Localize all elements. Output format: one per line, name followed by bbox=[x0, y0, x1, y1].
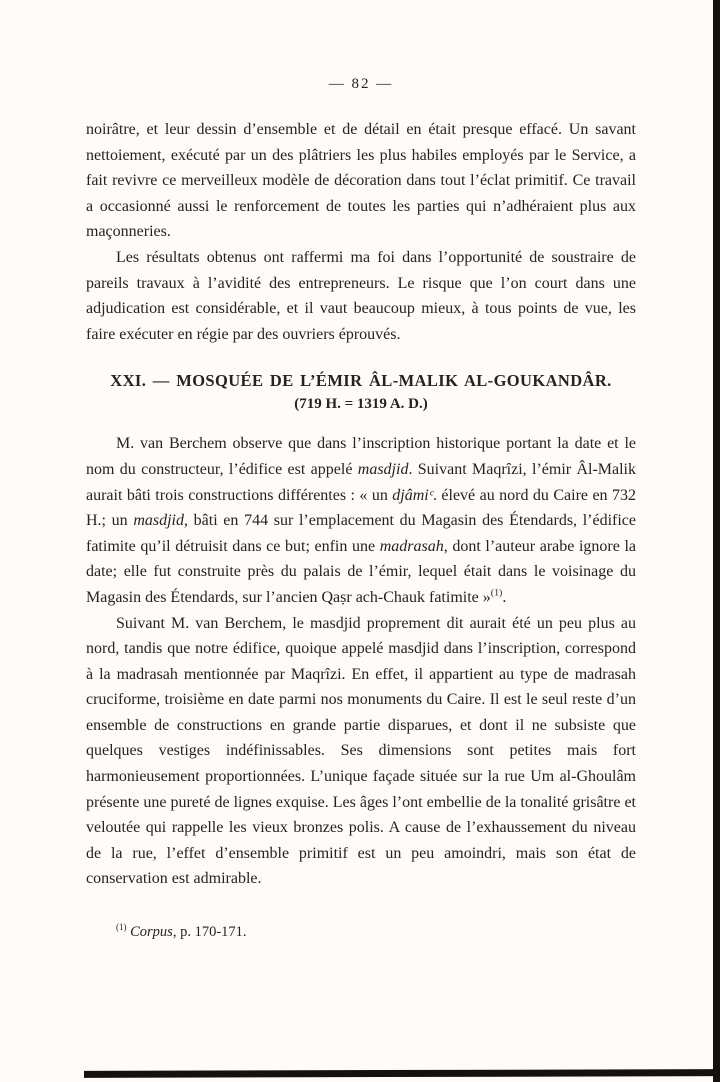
italic-term: Corpus bbox=[130, 924, 173, 941]
footnote-ref: (1) bbox=[116, 922, 127, 933]
text-run: . bbox=[502, 588, 507, 606]
italic-term: madrasah bbox=[379, 537, 444, 555]
paragraph bbox=[86, 611, 636, 893]
italic-term: masdjid bbox=[133, 512, 184, 530]
text-run: . élevé au nord du Caire en 732 H.; un bbox=[86, 486, 636, 530]
section-subtitle: (719 H. = 1319 A. D.) bbox=[294, 396, 428, 413]
section-heading: XXI. — MOSQUÉE DE L’ÉMIR ÂL-MALIK AL-GOUKANDÂR. bbox=[110, 371, 612, 391]
paragraph bbox=[86, 245, 636, 347]
footnote bbox=[86, 922, 636, 944]
text-run: , dont l’auteur arabe ignore la date; elle fut construite près du palais de l’émir, lequel était dans le voisinage du Magasin des Étendards, sur l’ancien Qaṣr ach-Chauk fatimite » bbox=[86, 537, 636, 606]
text-run: M. van Berchem observe que dans l’inscription historique portant la date et le nom du constructeur, l’édifice est appelé bbox=[86, 435, 636, 478]
page-number: — 82 — bbox=[328, 76, 394, 92]
scan-edge-right bbox=[713, 0, 720, 1082]
paragraph bbox=[86, 431, 636, 610]
text-run: Suivant M. van Berchem, le masdjid proprement dit aurait été un peu plus au nord, tandis que notre édifice, quoique appelé masdjid dans l’inscription, correspond à la madrasah mentionnée par Maqrîzi. En effet, il appartient au type de madrasah cruciforme, troisième en date parmi nos monuments du Caire. Il est le seul reste d’un ensemble de constructions en grande partie disparues, et dont il ne subsiste que quelques vestiges indéfinissables. Ses dimensions sont petites mais fort harmonieusement proportionnées. L’unique façade située sur la rue Um al-Ghoulâm présente une pureté de lignes exquise. Les âges l’ont embellie de la tonalité grisâtre et veloutée qui rappelle les vieux bronzes polis. A cause de l’exhaussement du niveau de la rue, l’effet d’ensemble primitif est un peu amoindri, mais son état de conservation est admirable. bbox=[86, 614, 636, 888]
footnote-ref: (1) bbox=[490, 587, 503, 599]
italic-term: masdjid bbox=[357, 460, 409, 478]
text-run: . Suivant Maqrîzi, l’émir Âl-Malik aurait bâti trois constructions différentes : « un bbox=[86, 460, 636, 504]
text-run: , p. 170-171. bbox=[172, 924, 247, 941]
text-run: noirâtre, et leur dessin d’ensemble et de détail en était presque effacé. Un savant nettoiement, exécuté par un des plâtriers les plus habiles employés par le Service, a fait revivre ce merveilleux modèle de décoration dans tout l’éclat primitif. Ce travail a occasionné aussi le renforcement de toutes les parties qui n’adhéraient plus aux maçonneries. bbox=[86, 121, 636, 241]
text-run: , bâti en 744 sur l’emplacement du Magasin des Étendards, l’édifice fatimite qu’il détruisit dans ce but; enfin une bbox=[86, 512, 637, 555]
text-run: Les résultats obtenus ont raffermi ma foi dans l’opportunité de soustraire de pareils travaux à l’avidité des entrepreneurs. Le risque que l’on court dans une adjudication est considérable, et il vaut beaucoup mieux, à tous points de vue, les faire exécuter en régie par des ouvriers éprouvés. bbox=[86, 248, 636, 343]
page-content-column bbox=[86, 76, 636, 944]
italic-term: djâmiᶜ bbox=[392, 486, 433, 504]
scan-edge-bottom bbox=[84, 1069, 720, 1078]
page-body bbox=[86, 117, 636, 892]
paragraph bbox=[86, 117, 636, 245]
